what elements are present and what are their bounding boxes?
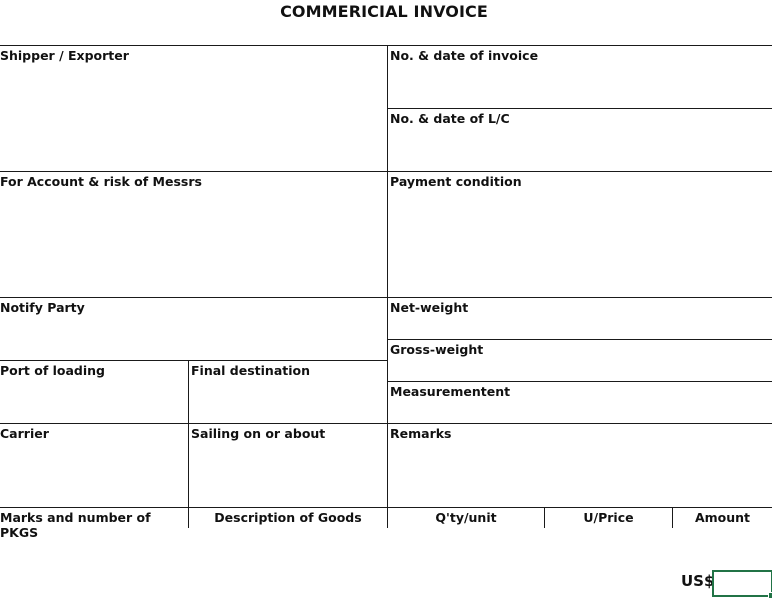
measurement-label: Measurementent	[390, 384, 511, 399]
total-amount-cell[interactable]	[712, 570, 772, 597]
measurement-field[interactable]	[388, 382, 772, 423]
sailing-date-label: Sailing on or about	[191, 426, 326, 441]
carrier-field[interactable]	[0, 424, 188, 507]
remarks-field[interactable]	[388, 424, 772, 507]
column-header-quantity: Q'ty/unit	[435, 510, 497, 525]
invoice-number-date-field[interactable]	[388, 46, 772, 108]
document-title: COMMERICIAL INVOICE	[280, 2, 488, 21]
notify-party-field[interactable]	[0, 298, 387, 360]
lc-number-date-field[interactable]	[388, 109, 772, 171]
fill-handle[interactable]	[768, 592, 772, 599]
account-risk-field[interactable]	[0, 172, 387, 297]
sailing-date-field[interactable]	[189, 424, 387, 507]
currency-label: US$	[681, 572, 715, 590]
divider	[0, 507, 772, 508]
carrier-label: Carrier	[0, 426, 49, 441]
port-of-loading-field[interactable]	[0, 361, 188, 423]
column-header-unit-price: U/Price	[583, 510, 634, 525]
final-destination-field[interactable]	[189, 361, 387, 423]
net-weight-field[interactable]	[388, 298, 772, 339]
remarks-label: Remarks	[390, 426, 452, 441]
final-destination-label: Final destination	[191, 363, 311, 378]
column-header-description: Description of Goods	[214, 510, 362, 525]
shipper-exporter-field[interactable]	[0, 46, 387, 171]
port-of-loading-label: Port of loading	[0, 363, 106, 378]
gross-weight-label: Gross-weight	[390, 342, 484, 357]
net-weight-label: Net-weight	[390, 300, 469, 315]
column-header-amount: Amount	[694, 510, 751, 525]
column-header-marks: Marks and number of PKGS	[0, 510, 151, 540]
account-risk-label: For Account & risk of Messrs	[0, 174, 202, 189]
notify-party-label: Notify Party	[0, 300, 85, 315]
payment-condition-field[interactable]	[388, 172, 772, 297]
gross-weight-field[interactable]	[388, 340, 772, 381]
lc-number-date-label: No. & date of L/C	[390, 111, 510, 126]
shipper-exporter-label: Shipper / Exporter	[0, 48, 129, 63]
invoice-number-date-label: No. & date of invoice	[390, 48, 539, 63]
payment-condition-label: Payment condition	[390, 174, 522, 189]
